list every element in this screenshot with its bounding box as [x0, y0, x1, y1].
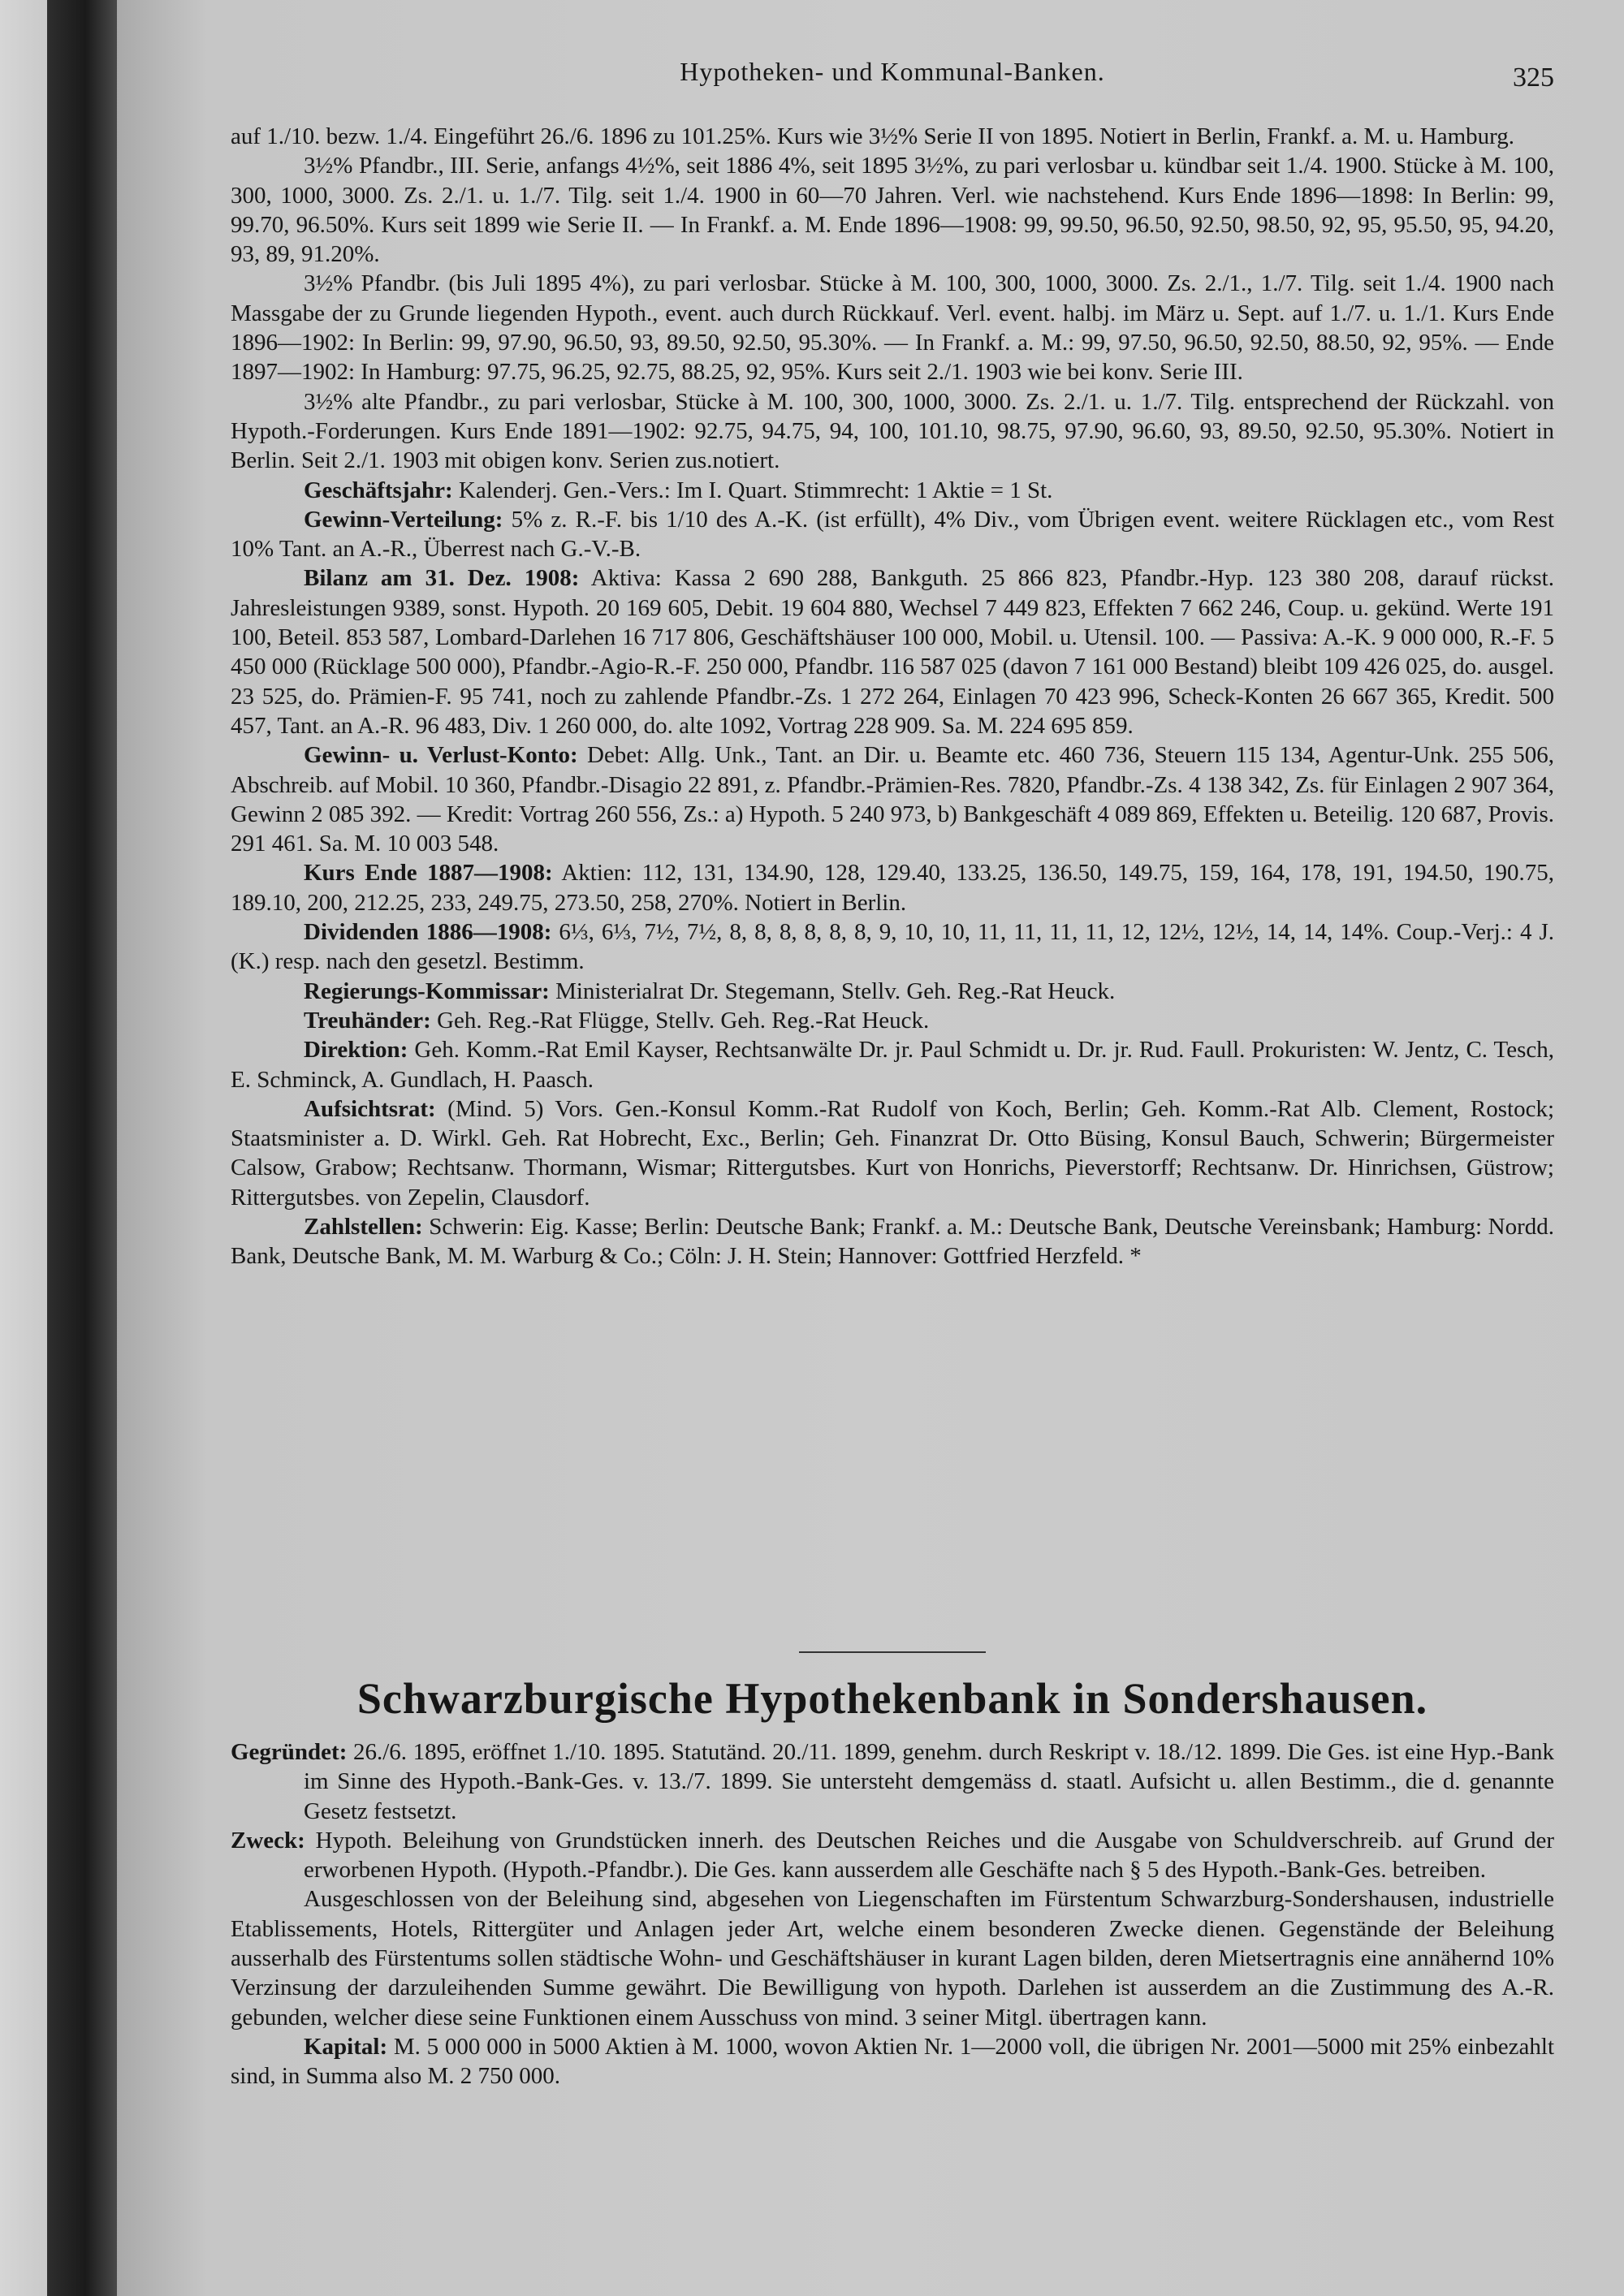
section-text: Aktien: 112, 131, 134.90, 128, 129.40, 133.25, 136.50, 149.75, 159, 164, 178, 191, 194.50, 190.75, 189.10, 200, 212.25, 233, 249.75, 273.50, 258, 270%. Notiert in Berlin.: [231, 860, 1554, 916]
paragraph: [231, 1884, 1554, 2031]
section-label: Zweck:: [231, 1827, 305, 1854]
section-text: 5% z. R.-F. bis 1/10 des A.-K. (ist erfüllt), 4% Div., vom Übrigen event. weitere Rücklagen etc., vom Rest 10% Tant. an A.-R., Überrest nach G.-V.-B.: [231, 506, 1554, 563]
section-zweck: [231, 1826, 1554, 1885]
book-binding: [47, 0, 117, 2296]
paragraph-text: auf 1./10. bezw. 1./4. Eingeführt 26./6. 1896 zu 101.25%. Kurs wie 3½% Serie II von 1895. Notiert in Berlin, Frankf. a. M. u. Hamburg.: [231, 123, 1515, 149]
section-text: Schwerin: Eig. Kasse; Berlin: Deutsche Bank; Frankf. a. M.: Deutsche Bank, Deutsche Vereinsbank; Hamburg: Nordd. Bank, Deutsche Bank, M. M. Warburg & Co.; Cöln: J. H. Stein; Hannover: Gottfried Herzfeld. *: [231, 1213, 1554, 1270]
new-bank-entry: [231, 1737, 1554, 2091]
paragraph-text: 3½% alte Pfandbr., zu pari verlosbar, Stücke à M. 100, 300, 1000, 3000. Zs. 2./1. u. 1./7. Tilg. entsprechend der Rückzahl. von Hypoth.-Forderungen. Kurs Ende 1891—1902: 92.75, 94.75, 94, 100, 101.10, 98.75, 97.90, 96.60, 93, 89.50, 92.50, 95.30%. Notiert in Berlin. Seit 2./1. 1903 mit obigen konv. Serien zus.notiert.: [231, 388, 1554, 474]
bank-title: Schwarzburgische Hypothekenbank in Sondershausen.: [356, 1674, 1428, 1723]
paragraph-text: Ausgeschlossen von der Beleihung sind, abgesehen von Liegenschaften im Fürstentum Schwarzburg-Sondershausen, industrielle Etablissements, Hotels, Rittergüter und Anlagen jeder Art, welche einem besonderen Zwecke dienen. Gegenstände der Beleihung ausserhalb des Fürstentums sollen städtische Wohn- und Geschäftshäuser in kurant Lagen bilden, deren Mietsertragnis eine annähernd 10% Verzinsung der darzuleihenden Summe gewährt. Die Bewilligung von hypoth. Darlehen ist ausserdem an die Zustimmung des A.-R. gebunden, welcher diese seine Funktionen einem Ausschuss von mind. 3 seiner Mitgl. übertragen kann.: [231, 1886, 1554, 2031]
section-text: M. 5 000 000 in 5000 Aktien à M. 1000, wovon Aktien Nr. 1—2000 voll, die übrigen Nr. 2001—5000 mit 25% einbezahlt sind, in Summa also M. 2 750 000.: [231, 2033, 1554, 2090]
section-kapital: [231, 2032, 1554, 2091]
page-header: [231, 57, 1554, 93]
paragraph: [231, 269, 1554, 386]
section-text: Ministerialrat Dr. Stegemann, Stellv. Geh. Reg.-Rat Heuck.: [549, 978, 1116, 1004]
paragraph: [231, 151, 1554, 269]
paragraph-text: 3½% Pfandbr. (bis Juli 1895 4%), zu pari verlosbar. Stücke à M. 100, 300, 1000, 3000. Zs. 2./1., 1./7. Tilg. seit 1./4. 1900 nach Massgabe der zu Grunde liegenden Hypoth., event. auch durch Rückkauf. Verl. event. halbj. im März u. Sept. auf 1./7. u. 1./1. Kurs Ende 1896—1902: In Berlin: 99, 97.90, 96.50, 93, 89.50, 92.50, 95.30%. — In Frankf. a. M.: 99, 97.50, 96.50, 92.50, 88.50, 92, 95%. — Ende 1897—1902: In Hamburg: 97.75, 96.25, 92.75, 88.25, 92, 95%. Kurs seit 2./1. 1903 wie bei konv. Serie III.: [231, 270, 1554, 386]
section-kurs: [231, 858, 1554, 917]
paragraph: [231, 122, 1554, 151]
section-label: Gewinn- u. Verlust-Konto:: [304, 742, 578, 769]
section-label: Kapital:: [304, 2033, 388, 2060]
section-gewinn-verteilung: [231, 505, 1554, 564]
section-divider: [799, 1651, 986, 1653]
section-text: Kalenderj. Gen.-Vers.: Im I. Quart. Stimmrecht: 1 Aktie = 1 St.: [452, 477, 1053, 503]
section-label: Direktion:: [304, 1037, 408, 1064]
section-text: 26./6. 1895, eröffnet 1./10. 1895. Statutänd. 20./11. 1899, genehm. durch Reskript v. 18./12. 1899. Die Ges. ist eine Hyp.-Bank im Sinne des Hypoth.-Bank-Ges. v. 13./7. 1899. Sie untersteht demgemäss d. staatl. Aufsicht u. allen Bestimm., die d. genannte Gesetz festsetzt.: [304, 1739, 1554, 1824]
page-margin-left: [0, 0, 47, 2296]
section-label: Geschäftsjahr:: [304, 477, 453, 503]
section-label: Zahlstellen:: [304, 1213, 423, 1240]
section-text: (Mind. 5) Vors. Gen.-Konsul Komm.-Rat Rudolf von Koch, Berlin; Geh. Komm.-Rat Alb. Clement, Rostock; Staatsminister a. D. Wirkl. Geh. Rat Hobrecht, Exc., Berlin; Geh. Finanzrat Dr. Otto Büsing, Konsul Bauch, Schwerin; Bürgermeister Calsow, Grabow; Rechtsanw. Thormann, Wismar; Rittergutsbes. Kurt von Honrichs, Pieverstorff; Rechtsanw. Dr. Hinrichsen, Güstrow; Rittergutsbes. von Zepelin, Clausdorf.: [231, 1095, 1554, 1211]
page-number: 325: [1513, 63, 1554, 93]
section-label: Dividenden 1886—1908:: [304, 919, 552, 946]
section-direktion: [231, 1035, 1554, 1094]
section-dividenden: [231, 917, 1554, 977]
section-bilanz: [231, 563, 1554, 740]
section-geschaeftsjahr: [231, 476, 1554, 505]
section-gewinn-verlust: [231, 740, 1554, 858]
section-label: Aufsichtsrat:: [304, 1095, 436, 1122]
section-text: Debet: Allg. Unk., Tant. an Dir. u. Beamte etc. 460 736, Steuern 115 134, Agentur-Unk. 255 506, Abschreib. auf Mobil. 10 360, Pfandbr.-Disagio 22 891, z. Pfandbr.-Prämien-Res. 7820, Pfandbr.-Zs. 4 138 342, Zs. für Einlagen 2 907 364, Gewinn 2 085 392. — Kredit: Vortrag 260 556, Zs.: a) Hypoth. 5 240 973, b) Bankgeschäft 4 089 869, Effekten u. Beteilig. 120 687, Provis. 291 461. Sa. M. 10 003 548.: [231, 742, 1554, 857]
previous-bank-entry: [231, 122, 1554, 1271]
section-text: Hypoth. Beleihung von Grundstücken innerh. des Deutschen Reiches und die Ausgabe von Schuldverschreib. auf Grund der erworbenen Hypoth. (Hypoth.-Pfandbr.). Die Ges. kann ausserdem alle Geschäfte nach § 5 des Hypoth.-Bank-Ges. betreiben.: [304, 1827, 1554, 1884]
section-text: 6⅓, 6⅓, 7½, 7½, 8, 8, 8, 8, 8, 8, 9, 10, 10, 11, 11, 11, 11, 12, 12½, 12½, 14, 14, 14%. Coup.-Verj.: 4 J. (K.) resp. nach den gesetzl. Bestimm.: [231, 919, 1554, 975]
section-treuhaender: [231, 1006, 1554, 1035]
section-label: Bilanz am 31. Dez. 1908:: [304, 565, 580, 592]
section-text: Geh. Reg.-Rat Flügge, Stellv. Geh. Reg.-Rat Heuck.: [430, 1007, 930, 1034]
section-label: Treuhänder:: [304, 1007, 431, 1034]
section-label: Regierungs-Kommissar:: [304, 978, 550, 1004]
section-label: Gegründet:: [231, 1739, 348, 1765]
section-aufsichtsrat: [231, 1094, 1554, 1212]
section-zahlstellen: [231, 1212, 1554, 1271]
section-text: Aktiva: Kassa 2 690 288, Bankguth. 25 866 823, Pfandbr.-Hyp. 123 380 208, darauf rückst. Jahresleistungen 9389, sonst. Hypoth. 20 169 605, Debit. 19 604 880, Wechsel 7 449 823, Effekten 7 662 246, Coup. u. gekünd. Werte 191 100, Beteil. 853 587, Lombard-Darlehen 16 717 806, Geschäftshäuser 100 000, Mobil. u. Utensil. 100. — Passiva: A.-K. 9 000 000, R.-F. 5 450 000 (Rücklage 500 000), Pfandbr.-Agio-R.-F. 250 000, Pfandbr. 116 587 025 (davon 7 161 000 Bestand) bleibt 109 426 025, do. ausgel. 23 525, do. Prämien-F. 95 741, noch zu zahlende Pfandbr.-Zs. 1 272 264, Einlagen 70 423 996, Scheck-Konten 26 667 365, Kredit. 500 457, Tant. an A.-R. 96 483, Div. 1 260 000, do. alte 1092, Vortrag 228 909. Sa. M. 224 695 859.: [231, 565, 1554, 739]
section-label: Kurs Ende 1887—1908:: [304, 860, 553, 887]
section-gegruendet: [231, 1737, 1554, 1826]
section-label: Gewinn-Verteilung:: [304, 506, 503, 533]
paragraph-text: 3½% Pfandbr., III. Serie, anfangs 4½%, seit 1886 4%, seit 1895 3½%, zu pari verlosbar u. kündbar seit 1./4. 1900. Stücke à M. 100, 300, 1000, 3000. Zs. 2./1. u. 1./7. Tilg. seit 1./4. 1900 in 60—70 Jahren. Verl. wie nachstehend. Kurs Ende 1896—1898: In Berlin: 99, 99.70, 96.50%. Kurs seit 1899 wie Serie II. — In Frankf. a. M. Ende 1896—1908: 99, 99.50, 96.50, 92.50, 98.50, 92, 95, 95.50, 95, 94.20, 93, 89, 91.20%.: [231, 153, 1554, 268]
paragraph: [231, 387, 1554, 476]
section-text: Geh. Komm.-Rat Emil Kayser, Rechtsanwälte Dr. jr. Paul Schmidt u. Dr. jr. Rud. Faull. Prokuristen: W. Jentz, C. Tesch, E. Schminck, A. Gundlach, H. Paasch.: [231, 1037, 1554, 1093]
running-head: Hypotheken- und Kommunal-Banken.: [680, 57, 1105, 86]
section-regierungs-kommissar: [231, 977, 1554, 1006]
book-page: [117, 0, 1624, 2296]
